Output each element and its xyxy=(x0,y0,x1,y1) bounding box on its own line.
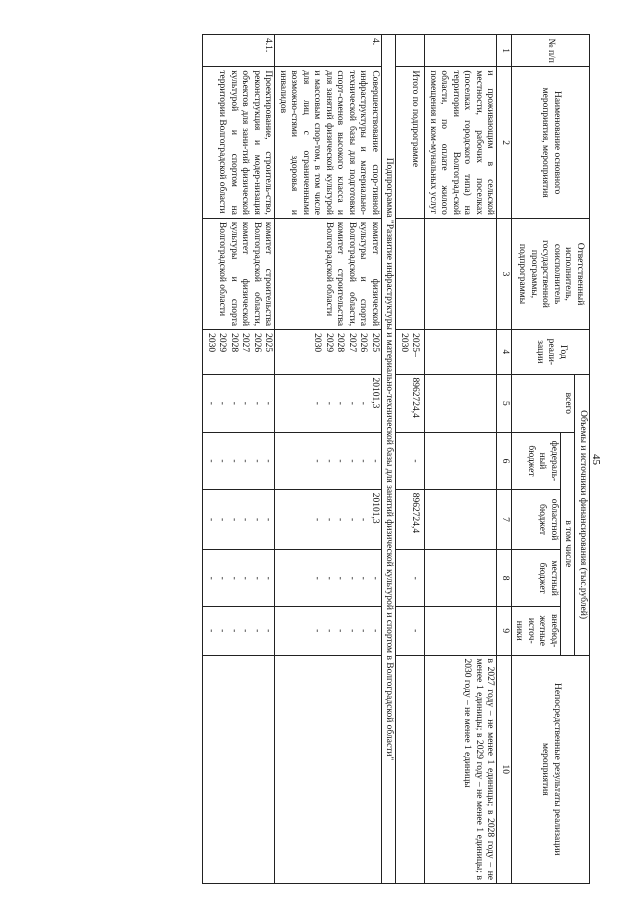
header-name: Наименование основного мероприятия, мероприятия xyxy=(512,67,590,219)
subprogram-title: Подпрограмма "Развитие инфраструктуры и материально-технической базы для занятий физической культурой и спортом в Волгоградской области" xyxy=(382,35,397,884)
continued-name: и проживающим в сельской местности, рабочих поселках (поселках городского типа) на территории Волгоград-ской области, по оплате жилого помещения и ком-мунальных услуг xyxy=(425,67,497,219)
row41-name: Проектирование, строитель-ство, реконструкция и модер-низация объектов для зани-тий физической культурой и спортом на территории Волгоградской области xyxy=(203,67,275,219)
header-executor: Ответственный исполнитель, соисполнитель государственной программы, подпрограммы xyxy=(512,218,590,329)
total-federal: - xyxy=(396,433,425,490)
row4-years: 2025 2026 2027 2028 2029 2030 xyxy=(275,330,382,374)
subprogram-row xyxy=(382,35,397,884)
row4-federal: - - - - - - xyxy=(275,433,382,490)
header-year: Год реали-зации xyxy=(512,330,590,374)
total-local: - xyxy=(396,550,425,607)
header-local: местный бюджет xyxy=(512,550,561,607)
col-number: 6 xyxy=(497,433,512,490)
row4-executor: комитет физической культуры и спорта Волгоградской области, комитет строительства Волгоградской области xyxy=(275,218,382,329)
row4-local: - - - - - - xyxy=(275,550,382,607)
page-number: 45 xyxy=(590,454,602,465)
header-total: всего xyxy=(512,374,576,433)
row4-total: 20101,3 - - - - - xyxy=(275,374,382,433)
header-extrabudget: внебюд-жетные источ-ники xyxy=(512,606,561,655)
col-number: 10 xyxy=(497,655,512,883)
row41-local: - - - - - - xyxy=(203,550,275,607)
header-regional: областной бюджет xyxy=(512,489,561,550)
row4-extrabudget: - - - - - - xyxy=(275,606,382,655)
total-row xyxy=(396,35,425,884)
header-including: в том числе xyxy=(561,433,576,655)
continued-row xyxy=(425,35,497,884)
row41-num: 4.1. xyxy=(203,35,275,67)
header-financing: Объемы и источники финансирования (тыс.рублей) xyxy=(575,374,590,655)
total-sum: 8962724,4 xyxy=(396,374,425,433)
header-num: № п/п xyxy=(512,35,590,67)
col-number: 1 xyxy=(497,35,512,67)
col-number: 9 xyxy=(497,606,512,655)
header-result: Непосредственные результаты реализации мероприятия xyxy=(512,655,590,883)
col-number: 7 xyxy=(497,489,512,550)
row41-executor: комитет строительства Волгоградской области, комитет физической культуры и спорта Волгоградской области xyxy=(203,218,275,329)
total-extrabudget: - xyxy=(396,606,425,655)
continued-result: в 2027 году – не менее 1 единицы; в 2028 году – не менее 1 единицы; в 2029 году – не менее 1 единицы; в 2030 году – не менее 1 единицы xyxy=(425,655,497,883)
row41-federal: - - - - - - xyxy=(203,433,275,490)
column-numbers-row xyxy=(497,35,512,884)
col-number: 8 xyxy=(497,550,512,607)
total-years: 2025–2030 xyxy=(396,330,425,374)
row41-total: - - - - - - xyxy=(203,374,275,433)
col-number: 4 xyxy=(497,330,512,374)
col-number: 3 xyxy=(497,218,512,329)
program-table xyxy=(203,34,591,884)
row4-num: 4. xyxy=(275,35,382,67)
row41-years: 2025 2026 2027 2028 2029 2030 xyxy=(203,330,275,374)
row4-regional: 20101,3 - - - - - xyxy=(275,489,382,550)
total-regional: 8962724,4 xyxy=(396,489,425,550)
row4-name: Совершенствование спор-тивной инфраструктуры и материально-технической базы для подготовки спорт-сменов высокого класса и для занятий физической культурой и массовым спор-том, в том числе для лиц с ограниченными возможно-стями здоровья и инвалидов xyxy=(275,67,382,219)
row41-regional: - - - - - - xyxy=(203,489,275,550)
col-number: 5 xyxy=(497,374,512,433)
row-4 xyxy=(275,35,382,884)
col-number: 2 xyxy=(497,67,512,219)
header-federal: федераль-ный бюджет xyxy=(512,433,561,490)
row41-extrabudget: - - - - - - xyxy=(203,606,275,655)
total-label: Итого по подпрограмме xyxy=(396,67,425,219)
row-4-1 xyxy=(203,35,275,884)
header-row-1 xyxy=(575,35,590,884)
rotated-page xyxy=(65,34,602,884)
